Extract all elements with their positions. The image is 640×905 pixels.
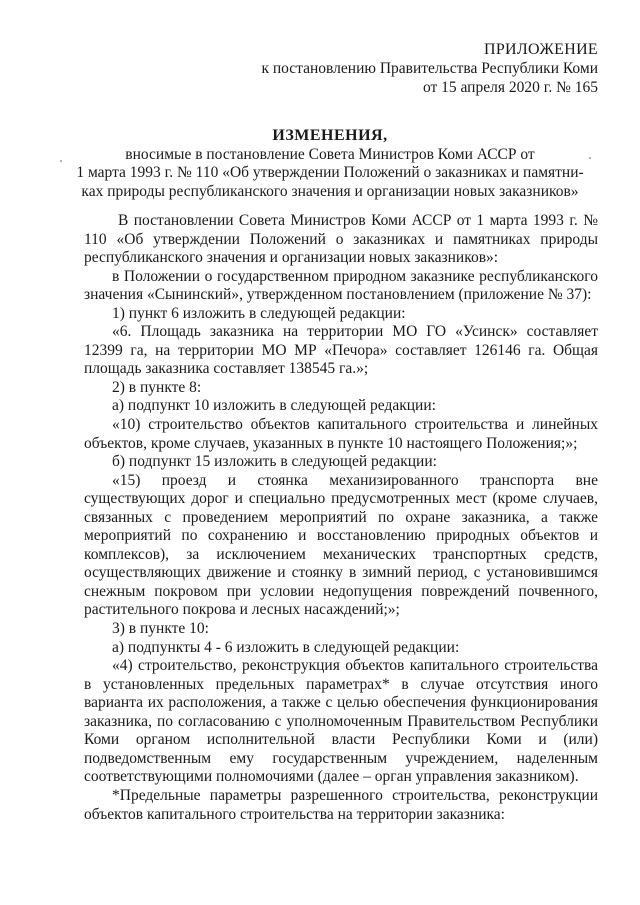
title-heading: ИЗМЕНЕНИЯ,: [272, 127, 388, 144]
document-title: [60, 127, 600, 201]
paragraph-subitem-15-text: «15) проезд и стоянка механизированного транспорта вне существующих дорог и специально предусмотренных мест (кроме случаев, связанных с проведением мероприятий по охране заказника, а также мероприятий по сохранению и восстановлению природных объектов и комплексов), за исключением механических транспортных средств, осуществляющих движение и стоянку в зимний период, с установившимся снежным покровом при условии недопущения повреждений почвенного, растительного покрова и лесных насаждений;»;: [84, 471, 598, 619]
title-line-1: вносимые в постановление Совета Министров Коми АССР от: [125, 145, 535, 163]
paragraph-footnote: *Предельные параметры разрешенного строительства, реконструкции объектов капитального строительства на территории заказника:: [84, 786, 598, 823]
paragraph-item-3: 3) в пункте 10:: [112, 620, 209, 638]
paragraph-item-2: 2) в пункте 8:: [112, 378, 202, 396]
paragraph-subitem-a-10: а) подпункт 10 изложить в следующей редакции:: [112, 397, 436, 415]
paragraph-subitem-4-text: «4) строительство, реконструкция объектов капитального строительства в установленных предельных параметрах* в случае отсутствия иного варианта их расположения, а также с целью обеспечения функционирования заказника, по согласованию с уполномоченным Правительством Республики Коми органом исполнительной власти Республики Коми и (или) подведомственным ему государственным учреждением, наделенным соответствующими полномочиями (далее – орган управления заказником).: [84, 657, 598, 786]
paragraph-subitem-b-15: б) подпункт 15 изложить в следующей редакции:: [112, 453, 437, 471]
title-line-3: ках природы республиканского значения и организации новых заказников»: [81, 182, 579, 200]
appendix-header: [261, 40, 598, 97]
scan-speck: [60, 160, 62, 162]
appendix-title: ПРИЛОЖЕНИЕ: [483, 41, 598, 58]
paragraph-subitem-10-text: «10) строительство объектов капитального строительства и линейных объектов, кроме случаев, указанных в пункте 10 настоящего Положения;»;: [84, 416, 598, 452]
paragraph-subitem-a-4-6: а) подпункты 4 - 6 изложить в следующей редакции:: [112, 638, 460, 656]
appendix-date: от 15 апреля 2020 г. № 165: [422, 79, 598, 96]
appendix-resolution: к постановлению Правительства Республики Коми: [261, 60, 598, 77]
paragraph-intro: В постановлении Совета Министров Коми АССР от 1 марта 1993 г. № 110 «Об утверждении Положений о заказниках и памятниках природы республиканского значения и организации новых заказников»:: [84, 212, 598, 267]
scan-speck: [589, 157, 591, 159]
paragraph-item-6-text: «6. Площадь заказника на территории МО ГО «Усинск» составляет 12399 га, на территории МО МР «Печора» составляет 126146 га. Общая площадь заказника составляет 138545 га.»;: [84, 323, 598, 378]
paragraph-regulation: в Положении о государственном природном заказнике республиканского значения «Сынинский», утвержденном постановлением (приложение № 37):: [84, 267, 598, 304]
document-body: [84, 212, 598, 824]
title-line-2: 1 марта 1993 г. № 110 «Об утверждении Положений о заказниках и памятни-: [76, 164, 584, 181]
paragraph-item-1: 1) пункт 6 изложить в следующей редакции:: [112, 304, 406, 322]
